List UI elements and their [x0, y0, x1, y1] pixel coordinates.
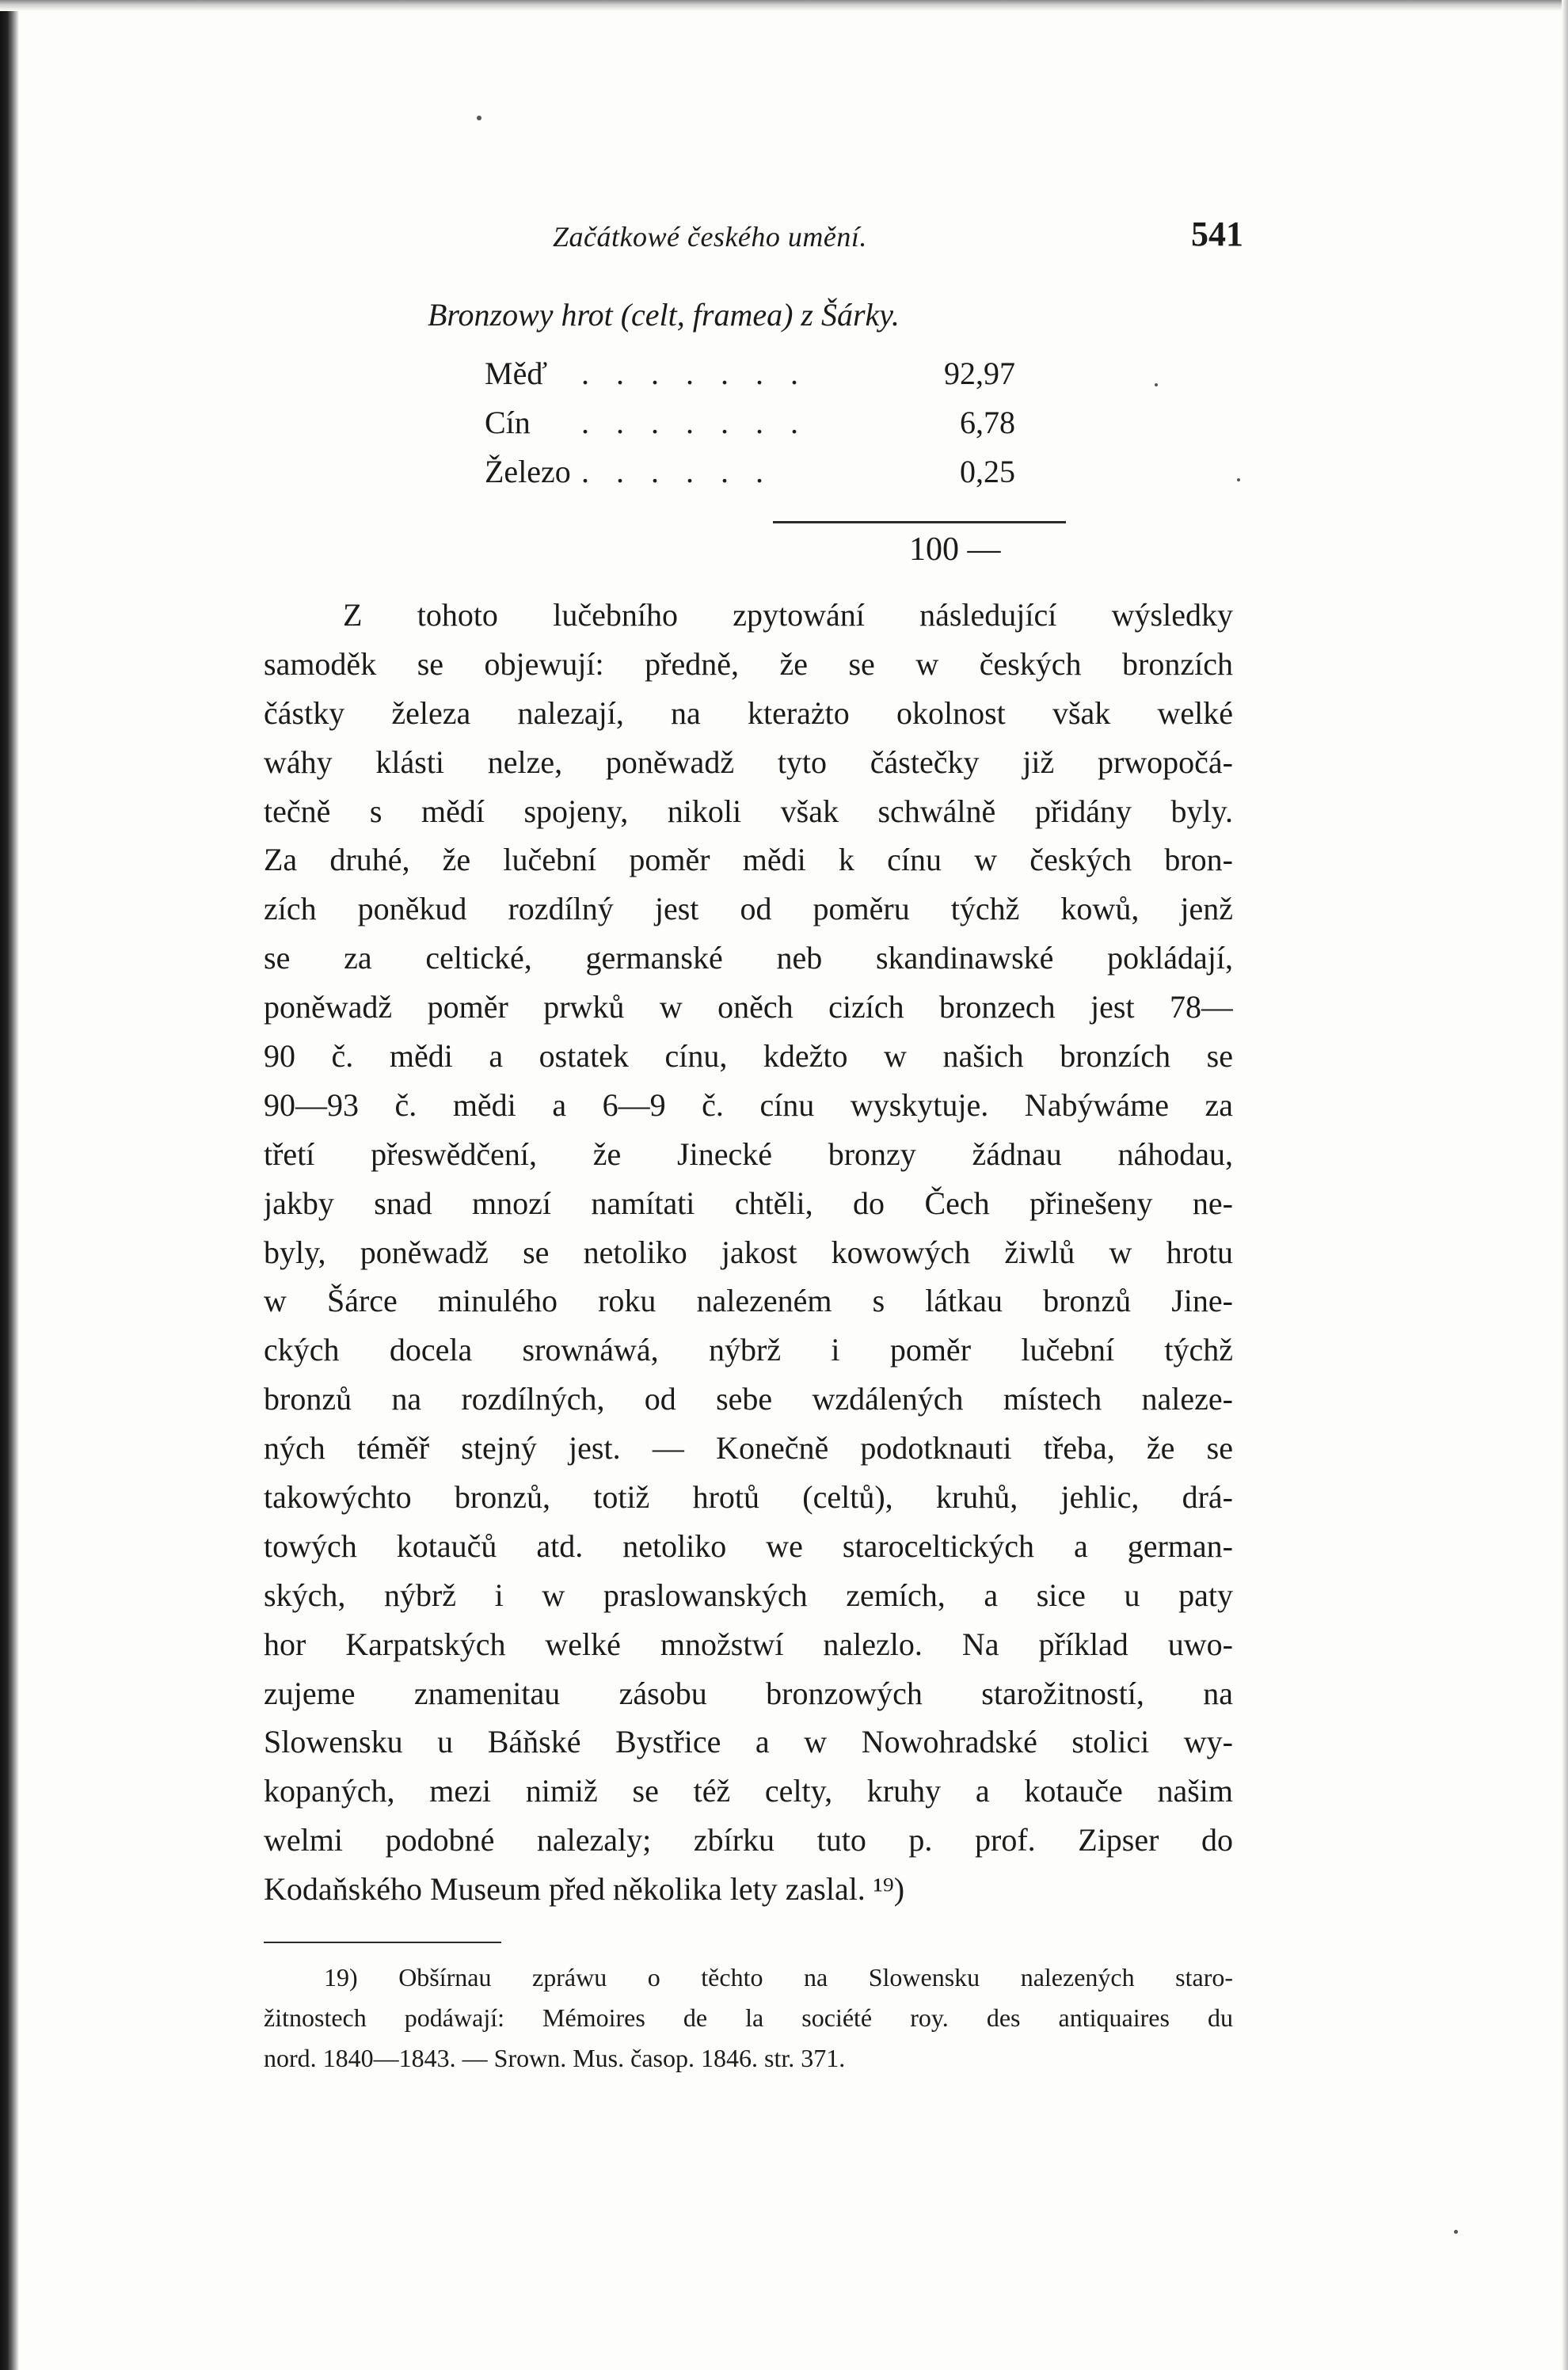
body-line: towých kotaučů atd. netoliko we staroceltických a german- [264, 1527, 1233, 1564]
sum-rule [773, 521, 1066, 523]
row-label: Měď [485, 356, 548, 391]
row-value: 6,78 [960, 405, 1015, 440]
paper-speck [1454, 2230, 1458, 2234]
footnote-rule [264, 1942, 501, 1943]
body-line: třetí přeswědčení, že Jinecké bronzy žádnau náhodau, [264, 1136, 1233, 1172]
body-line: wáhy klásti nelze, poněwadž tyto částečky již prwopočá- [264, 744, 1233, 780]
body-line: se za celtické, germanské neb skandinawské pokládají, [264, 940, 1233, 976]
body-line: poněwadž poměr prwků w oněch cizích bronzech jest 78— [264, 989, 1233, 1025]
analysis-title: Bronzowy hrot (celt, framea) z Šárky. [428, 297, 900, 333]
body-line: Kodaňského Museum před několika lety zaslal. ¹⁹) [264, 1871, 905, 1908]
paper-speck [477, 116, 481, 120]
body-line: ckých docela srownáwá, nýbrž i poměr lučební týchž [264, 1332, 1233, 1368]
running-title: Začátkowé českého umění. [553, 221, 867, 253]
body-paragraph [264, 591, 1233, 1914]
row-label: Cín [485, 405, 531, 440]
row-label: Železo [485, 454, 571, 489]
row-value: 0,25 [960, 454, 1015, 489]
body-line: Za druhé, že lučební poměr mědi k cínu w českých bron- [264, 842, 1233, 878]
body-line: zujeme znamenitau zásobu bronzowých starožitností, na [264, 1675, 1233, 1711]
body-line: takowýchto bronzů, totiž hrotů (celtů), kruhů, jehlic, drá- [264, 1479, 1233, 1516]
right-edge-shadow [1562, 0, 1568, 2370]
top-edge-shadow [0, 0, 1568, 11]
body-line: w Šárce minulého roku nalezeném s látkau bronzů Jine- [264, 1283, 1233, 1319]
body-line: Z tohoto lučebního zpytowání následující wýsledky [343, 597, 1233, 633]
row-leader-dots: . . . . . . . [581, 356, 808, 391]
footnote-line: nord. 1840—1843. — Srown. Mus. časop. 1846. str. 371. [264, 2044, 846, 2072]
body-line: kopaných, mezi nimiž se též celty, kruhy a kotauče našim [264, 1773, 1233, 1809]
body-line: bronzů na rozdílných, od sebe wzdálených místech naleze- [264, 1381, 1233, 1417]
sum-total: 100 — [909, 531, 1001, 568]
body-line: Slowensku u Báňské Bystřice a w Nowohradské stolici wy- [264, 1724, 1233, 1760]
body-line: částky železa nalezají, na kterażto okolnost však welké [264, 694, 1233, 731]
body-line: ných téměř stejný jest. — Konečně podotknauti třeba, že se [264, 1430, 1233, 1467]
body-line: welmi podobné nalezaly; zbírku tuto p. prof. Zipser do [264, 1822, 1233, 1858]
paper-speck [1237, 478, 1240, 481]
footnote-line: 19) Obšírnau zpráwu o těchto na Slowensku nalezených staro- [324, 1963, 1233, 1991]
body-line: ských, nýbrž i w praslowanských zemích, a sice u paty [264, 1577, 1233, 1613]
body-line: jakby snad mnozí namítati chtěli, do Čech přinešeny ne- [264, 1185, 1233, 1221]
body-line: tečně s mědí spojeny, nikoli však schwálně přidány byly. [264, 793, 1233, 829]
row-leader-dots: . . . . . . [581, 454, 773, 489]
row-leader-dots: . . . . . . . [581, 405, 808, 440]
body-line: samoděk se objewují: předně, že se w českých bronzích [264, 645, 1233, 682]
running-head [261, 215, 1243, 268]
body-line: 90—93 č. mědi a 6—9 č. cínu wyskytuje. Nabýwáme za [264, 1086, 1233, 1123]
body-line: 90 č. mědi a ostatek cínu, kdežto w našich bronzích se [264, 1038, 1233, 1075]
row-value: 92,97 [944, 356, 1015, 391]
body-line: hor Karpatských welké množstwí nalezlo. Na příklad uwo- [264, 1626, 1233, 1662]
table-row-iron [485, 453, 1015, 502]
body-line: byly, poněwadž se netoliko jakost kowowých žiwlů w hrotu [264, 1234, 1233, 1270]
book-spine-shadow [0, 0, 19, 2370]
paper-speck [1155, 383, 1158, 386]
footnote-line: žitnostech podáwají: Mémoires de la société roy. des antiquaires du [264, 2003, 1233, 2032]
table-row-copper [485, 355, 1015, 404]
page-number: 541 [1191, 215, 1243, 253]
body-line: zích poněkud rozdílný jest od poměru týchž kowů, jenž [264, 891, 1233, 927]
footnote [264, 1957, 1233, 2079]
table-row-tin [485, 404, 1015, 453]
composition-table [485, 355, 1015, 502]
